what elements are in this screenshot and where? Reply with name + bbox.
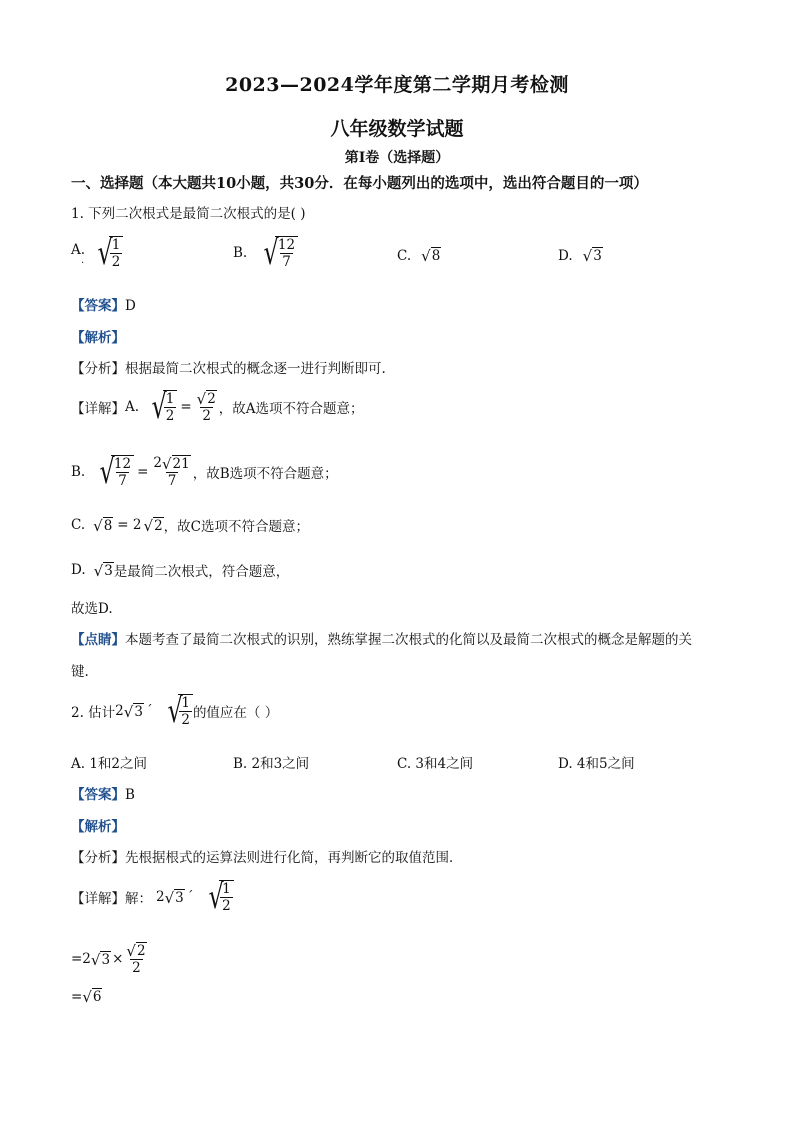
answer-tag: 【答案】 <box>71 298 125 314</box>
operator: ´ <box>145 703 153 719</box>
fraction-denominator: 2 <box>132 960 141 976</box>
sqrt-symbol: √ $\frac{1}{2}$ <box>161 694 193 728</box>
section-heading: 一、选择题（本大题共10小题，共30分．在每小题列出的选项中，选出符合题目的一项） <box>71 175 648 192</box>
sqrt-symbol: √ 21 <box>161 455 190 473</box>
stem-prefix: 2. 估计 <box>71 705 116 721</box>
answer-tag: 【答案】 <box>71 787 125 803</box>
q1-detail-a <box>71 387 364 427</box>
detail-text: ，故C选项不符合题意； <box>163 519 309 535</box>
q2-answer <box>71 783 135 803</box>
equals-sign: = <box>71 988 83 1005</box>
volume-heading: 第Ⅰ卷（选择题） <box>344 150 450 166</box>
step-fraction <box>124 942 148 976</box>
radicand: 8 <box>431 248 441 264</box>
sqrt-symbol: √ $\frac{12}{7}$ <box>257 236 298 270</box>
q1-fenxi <box>71 357 386 377</box>
detail-text: ，故B选项不符合题意； <box>192 466 338 482</box>
q1-option-c-label: C. <box>397 247 412 264</box>
dianjing-tag: 【点睛】 <box>71 632 125 648</box>
sqrt-symbol: √ 3 <box>90 950 111 969</box>
detail-text: ，故A选项不符合题意； <box>218 401 364 417</box>
q1-option-a <box>71 233 123 273</box>
fraction-numerator: 1 <box>165 391 175 407</box>
radicand: 8 <box>103 517 113 534</box>
detail-prefix: C. <box>71 517 86 533</box>
analysis-tag: 【解析】 <box>71 819 125 835</box>
analysis-tag: 【解析】 <box>71 330 125 346</box>
detail-prefix: B. <box>71 464 86 480</box>
q2-step1 <box>71 942 149 976</box>
sqrt-symbol: √ 2 <box>143 516 163 535</box>
q2-analysis-tag <box>71 815 125 835</box>
sqrt-symbol: √ $\frac{12}{7}$ <box>93 455 134 489</box>
equals-sign: = <box>137 464 149 480</box>
fraction-denominator: 2 <box>165 408 175 424</box>
fenxi-text: 先根据根式的运算法则进行化简，再判断它的取值范围． <box>125 850 463 866</box>
q2-option-b: B. 2和3之间 <box>233 756 310 772</box>
detail-prefix: D. <box>71 562 86 578</box>
q1-option-a-dot: . <box>81 255 85 266</box>
q1-option-c <box>397 247 441 264</box>
detail-tag: 【详解】 <box>71 401 125 417</box>
fenxi-text: 根据最简二次根式的概念逐一进行判断即可. <box>125 361 386 377</box>
radicand: 21 <box>172 456 190 472</box>
exam-title: 2023—2024学年度第二学期月考检测 <box>225 74 569 96</box>
radicand: 2 <box>207 391 216 407</box>
detail-prefix: 解： <box>125 891 152 907</box>
equals-sign: = 2 <box>117 517 142 533</box>
detail-prefix: A. <box>125 399 140 415</box>
equals-sign: = <box>180 399 192 415</box>
sqrt-symbol: √ 2 <box>126 942 146 960</box>
coefficient: 2 <box>156 889 165 905</box>
q1-detail-b <box>71 452 338 492</box>
detail-tag: 【详解】 <box>71 891 125 907</box>
exam-subtitle: 八年级数学试题 <box>330 118 464 140</box>
q2-stem <box>71 691 279 731</box>
q1-detail-c <box>71 515 309 535</box>
q1-stem: 1. 下列二次根式是最简二次根式的是( ) <box>71 206 306 222</box>
detail-text: 是最简二次根式，符合题意， <box>113 564 290 580</box>
answer-value: D <box>125 298 136 314</box>
q2-detail <box>71 877 234 917</box>
q1-option-b <box>233 233 298 273</box>
coefficient: 2 <box>115 703 124 719</box>
fraction-denominator: 7 <box>118 473 127 489</box>
q1-option-b-label: B. <box>233 245 248 261</box>
answer-value: B <box>125 787 135 803</box>
q2-option-c: C. 3和4之间 <box>397 756 474 772</box>
q1-analysis-tag <box>71 326 125 346</box>
equals-sign: =2 <box>71 951 91 967</box>
radicand: 2 <box>154 517 163 534</box>
radicand: 3 <box>104 562 113 579</box>
q2-fenxi <box>71 846 463 866</box>
q1-detail-d <box>71 560 289 580</box>
fraction-numerator: 12 <box>277 237 296 253</box>
sqrt-symbol: √ 3 <box>164 888 184 907</box>
radicand: 3 <box>175 889 184 906</box>
q1-dianjing <box>71 628 692 648</box>
radicand: 2 <box>136 943 146 959</box>
q1-option-d <box>558 247 603 264</box>
coefficient: 2 <box>153 455 162 471</box>
q1-option-a-label: A. <box>71 242 86 258</box>
q2-option-a: A. 1和2之间 <box>71 756 148 772</box>
dianjing-text: 本题考查了最简二次根式的识别，熟练掌握二次根式的化简以及最简二次根式的概念是解题的关 <box>125 632 692 648</box>
sqrt-symbol: √ $\frac{1}{2}$ <box>145 390 177 424</box>
fraction-denominator: 7 <box>167 473 177 489</box>
operator: ´ <box>186 889 194 905</box>
q1-answer <box>71 294 136 314</box>
q1-conclusion: 故选D. <box>71 601 113 617</box>
fraction-denominator: 7 <box>282 254 291 270</box>
radicand: 3 <box>101 951 111 968</box>
sqrt-symbol: √ 3 <box>123 702 143 721</box>
stem-suffix: 的值应在（ ） <box>192 705 279 721</box>
q1-dianjing-line2: 键. <box>71 664 89 680</box>
fraction-numerator: 1 <box>222 881 231 897</box>
fraction-denominator: 2 <box>202 408 211 424</box>
fraction-numerator: 1 <box>111 237 121 253</box>
q2-option-d: D. 4和5之间 <box>558 756 635 772</box>
fraction-denominator: 2 <box>222 898 231 914</box>
fenxi-tag: 【分析】 <box>71 850 125 866</box>
sqrt-symbol: √ $\frac{1}{2}$ <box>91 236 123 270</box>
result-fraction <box>151 455 192 489</box>
fraction-denominator: 2 <box>181 712 190 728</box>
sqrt-symbol: √ 8 <box>93 516 113 535</box>
q2-step2 <box>71 988 102 1005</box>
q1-option-d-label: D. <box>558 247 573 264</box>
fraction-numerator: 1 <box>181 695 190 711</box>
sqrt-symbol: √ 6 <box>82 988 102 1006</box>
sqrt-symbol: √ 8 <box>421 247 441 265</box>
fraction-denominator: 2 <box>111 254 121 270</box>
radicand: 3 <box>134 703 143 720</box>
times-sign: × <box>112 951 124 967</box>
fraction-numerator: 12 <box>113 456 132 472</box>
sqrt-symbol: √ 2 <box>196 390 216 408</box>
sqrt-symbol: √ $\frac{1}{2}$ <box>202 880 234 914</box>
sqrt-symbol: √ 3 <box>93 561 113 580</box>
fenxi-tag: 【分析】 <box>71 361 125 377</box>
result-fraction <box>195 390 219 424</box>
sqrt-symbol: √ 3 <box>582 247 602 265</box>
radicand: 3 <box>593 248 602 264</box>
radicand: 6 <box>92 989 102 1005</box>
